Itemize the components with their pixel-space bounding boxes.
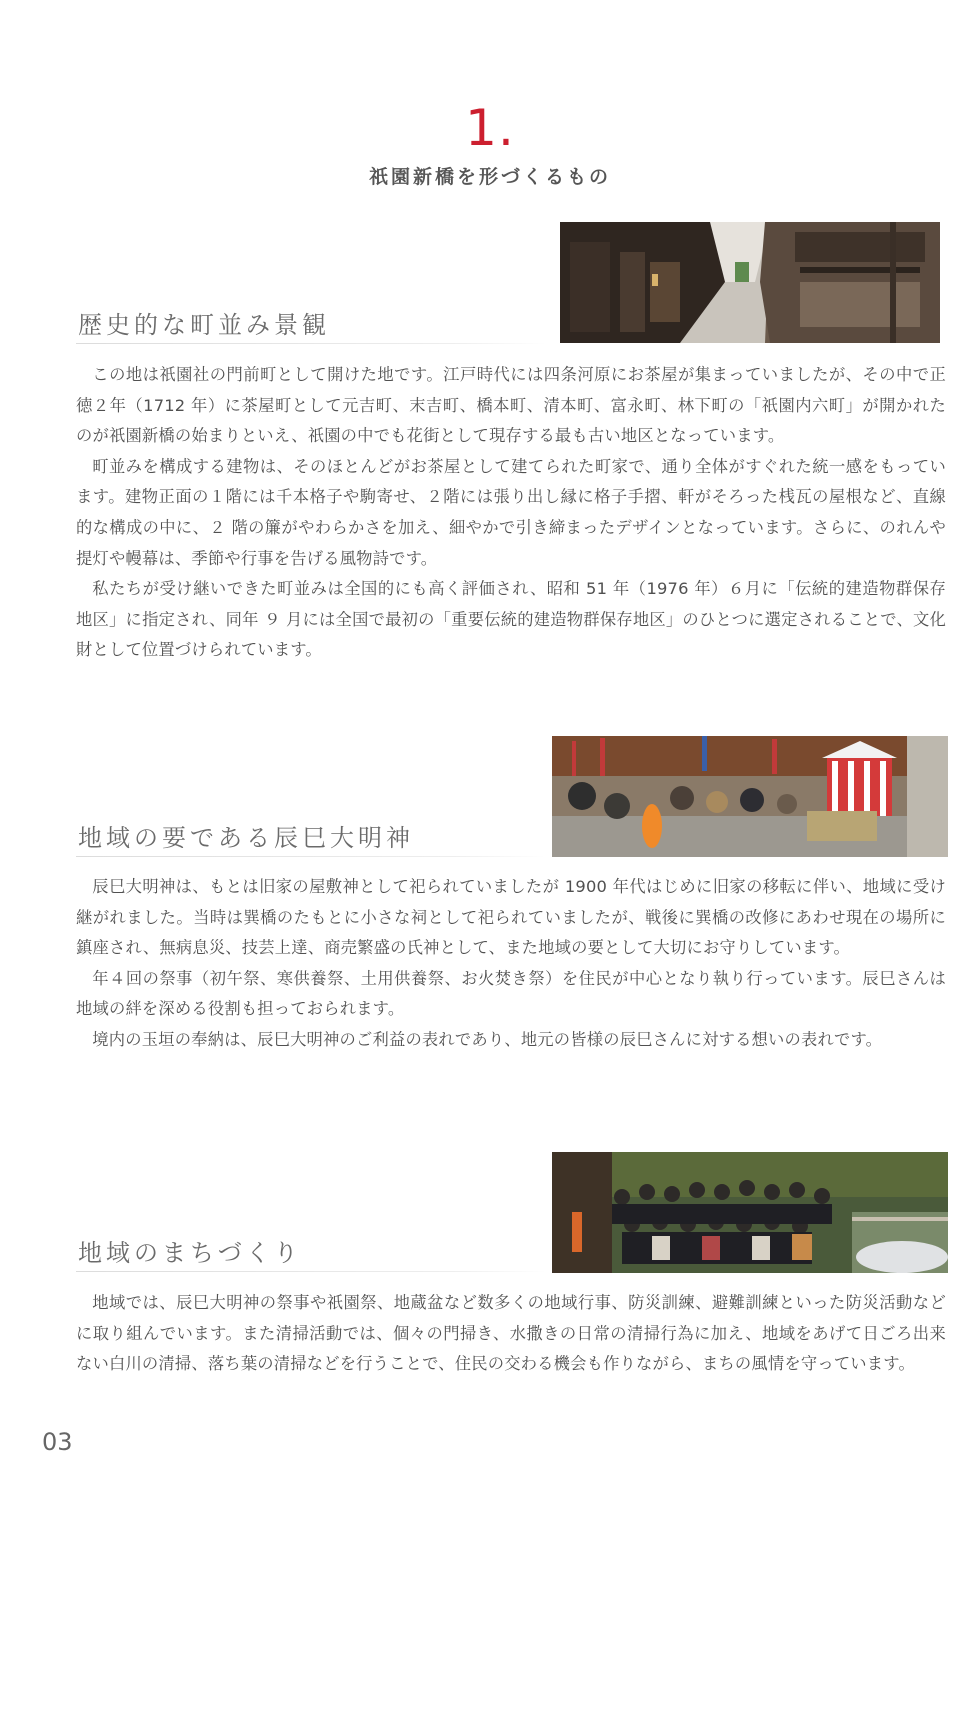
section-body-tatsumi-shrine bbox=[76, 872, 946, 1056]
community-group-photo bbox=[552, 1152, 948, 1273]
paragraph: 境内の玉垣の奉納は、辰巳大明神のご利益の表れであり、地元の皆様の辰巳さんに対する想いの表れです。 bbox=[92, 1029, 883, 1049]
paragraph: 年４回の祭事（初午祭、寒供養祭、土用供養祭、お火焚き祭）を住民が中心となり執り行っています。辰巳さんは地域の絆を深める役割も担っておられます。 bbox=[76, 968, 946, 1019]
chapter-title: 祇園新橋を形づくるもの bbox=[368, 166, 611, 188]
paragraph: 私たちが受け継いできた町並みは全国的にも高く評価され、昭和 51 年（1976 年）６月に「伝統的建造物群保存地区」に指定され、同年 ９ 月には全国で最初の「重要伝統的建造物群保存地区」のひとつに選定されることで、文化財として位置づけられています。 bbox=[76, 579, 946, 660]
section-body-community-planning bbox=[76, 1288, 946, 1380]
paragraph: 辰巳大明神は、もとは旧家の屋敷神として祀られていましたが 1900 年代はじめに旧家の移転に伴い、地域に受け継がれました。当時は巽橋のたもとに小さな祠として祀られていましたが、戦後に巽橋の改修にあわせ現在の場所に鎮座され、無病息災、技芸上達、商売繁盛の氏神として、また地域の要として大切にお守りしています。 bbox=[76, 877, 946, 958]
section-divider bbox=[76, 856, 546, 857]
street-photo bbox=[560, 222, 940, 343]
paragraph: この地は祇園社の門前町として開けた地です。江戸時代には四条河原にお茶屋が集まっていましたが、その中で正徳２年（1712 年）に茶屋町として元吉町、末吉町、橋本町、清本町、富永町、林下町の「祇園内六町」が開かれたのが祇園新橋の始まりといえ、祇園の中でも花街として現存する最も古い地区となっています。 bbox=[76, 365, 946, 446]
section-heading-community-planning: 地域のまちづくり bbox=[78, 1239, 302, 1267]
chapter-number: 1. bbox=[465, 99, 515, 157]
section-body-townscape bbox=[76, 360, 946, 666]
section-divider bbox=[76, 1271, 546, 1272]
shrine-festival-photo bbox=[552, 736, 948, 857]
section-heading-townscape: 歴史的な町並み景観 bbox=[78, 311, 330, 339]
paragraph: 地域では、辰巳大明神の祭事や祇園祭、地蔵盆など数多くの地域行事、防災訓練、避難訓練といった防災活動などに取り組んでいます。また清掃活動では、個々の門掃き、水撒きの日常の清掃行為に加え、地域をあげて日ごろ出来ない白川の清掃、落ち葉の清掃などを行うことで、住民の交わる機会も作りながら、まちの風情を守っています。 bbox=[76, 1293, 946, 1374]
section-heading-tatsumi-shrine: 地域の要である辰巳大明神 bbox=[78, 824, 414, 852]
page-number: 03 bbox=[42, 1428, 73, 1456]
paragraph: 町並みを構成する建物は、そのほとんどがお茶屋として建てられた町家で、通り全体がすぐれた統一感をもっています。建物正面の１階には千本格子や駒寄せ、２階には張り出し縁に格子手摺、軒がそろった桟瓦の屋根など、直線的な構成の中に、２ 階の簾がやわらかさを加え、細やかで引き締まったデザインとなっています。さらに、のれんや提灯や幔幕は、季節や行事を告げる風物詩です。 bbox=[76, 456, 946, 568]
section-divider bbox=[76, 343, 546, 344]
